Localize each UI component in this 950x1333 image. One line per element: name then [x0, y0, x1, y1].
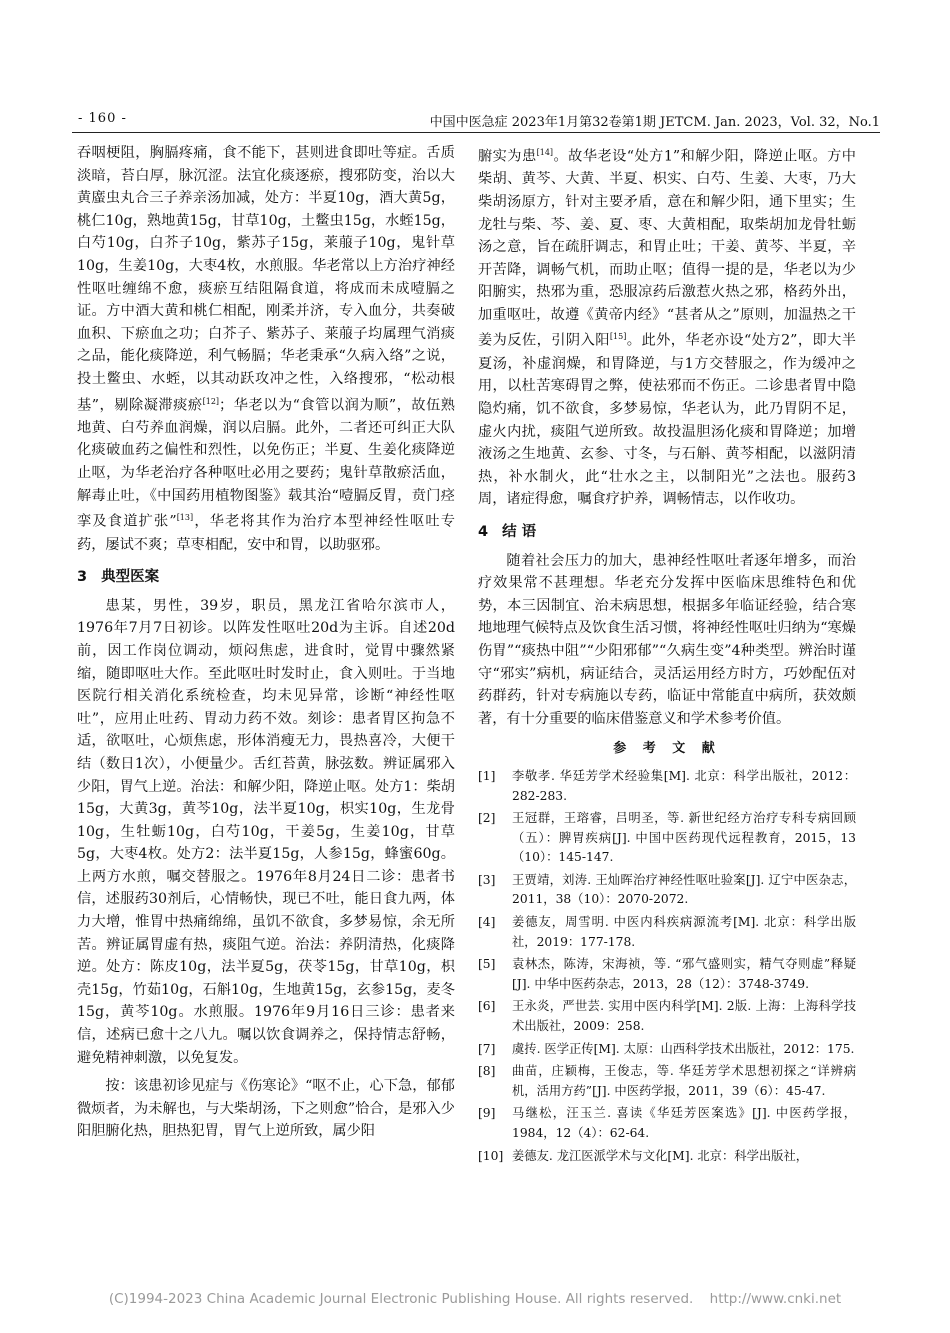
paragraph-case-commentary: 按：该患初诊见症与《伤寒论》“呕不止，心下急，郁郁微烦者，为未解也，与大柴胡汤，下之则愈”恰合，是邪入少阳胆腑化热，胆热犯胃，胃气上逆所致，属少阳 [77, 1078, 455, 1140]
citation-15[interactable]: [15] [609, 332, 627, 342]
reference-number: [7] [478, 1041, 496, 1056]
reference-item [478, 1104, 856, 1143]
section-heading-4: 4 结 语 [478, 523, 537, 540]
reference-list [478, 767, 856, 1166]
references-heading: 参 考 文 献 [613, 741, 721, 757]
section-heading-3: 3 典型医案 [77, 569, 160, 586]
paragraph-commentary-continued: 腑实为患[14]。故华老设“处方1”和解少阳，降逆止呕。方中柴胡、黄芩、大黄、半夏、枳实、白芍、生姜、大枣，乃大柴胡汤原方，针对主要矛盾，意在和解少阳，通下里实；生龙牡与柴、芩、姜、夏、枣、大黄相配，取柴胡加龙骨牡蛎汤之意，旨在疏肝调志，和胃止吐；干姜、黄芩、半夏，辛开苦降，调畅气机，而助止呕；值得一提的是，华老以为少阳腑实，热邪为重，恐服凉药后激惹火热之邪，格药外出，加重呕吐，故遵《黄帝内经》“甚者从之”原则，加温热之干姜为反佐，引阴入阳[15]。此外，华老亦设“处方2”，即大半夏汤，补虚润燥，和胃降逆，与1方交替服之，作为缓冲之用，以杜苦寒碍胃之弊，使祛邪而不伤正。二诊患者胃中隐隐灼痛，饥不欲食，多梦易惊，华老认为，此乃胃阴不足，虚火内扰，痰阻气逆所致。故投温胆汤化痰和胃降逆；加增液汤之生地黄、玄参、寸冬，与石斛、黄芩相配，以滋阴清热，补水制火，此“壮水之主，以制阳光”之法也。服药3周，诸症得愈，嘱食疗护养，调畅情志，以作收功。 [478, 148, 856, 508]
copyright-text: (C)1994-2023 China Academic Journal Electronic Publishing House. All rights reserved. [108, 1291, 694, 1307]
reference-item [478, 1147, 856, 1167]
paragraph-conclusion: 随着社会压力的加大，患神经性呕吐者逐年增多，而治疗效果常不甚理想。华老充分发挥中医临床思维特色和优势，本三因制宜、治未病思想，根据多年临证经验，结合寒地地理气候特点及饮食生活习惯，将神经性呕吐归纳为“寒燥伤胃”“痰热中阻”“少阳邪郁”“久病生变”4种类型。辨治时谨守“邪实”病机，病证结合，灵活运用经方时方，巧妙配伍对药群药，针对专病施以专药，临证中常能直中病所，获效颇著，有十分重要的临床借鉴意义和学术参考价值。 [478, 552, 856, 727]
reference-item [478, 767, 856, 806]
reference-text: 曲苗，庄颖梅，王俊志，等. 华廷芳学术思想初探之“详辨病机，活用方药”[J]. 中医药学报，2011，39（6）：45-47. [512, 1064, 856, 1098]
reference-text: 姜德友，周雪明. 中医内科疾病源流考[M]. 北京：科学出版社，2019：177-178. [512, 915, 856, 949]
reference-text: 姜德友. 龙江医派学术与文化[M]. 北京：科学出版社， [512, 1148, 809, 1163]
citation-14[interactable]: [14] [536, 148, 554, 157]
reference-number: [5] [478, 957, 496, 972]
reference-number: [10] [478, 1148, 504, 1163]
reference-item [478, 913, 856, 952]
cnki-url[interactable]: http://www.cnki.net [709, 1291, 842, 1307]
reference-item [478, 1062, 856, 1101]
reference-number: [8] [478, 1064, 496, 1079]
reference-text: 袁林杰，陈涛，宋海祯，等. “邪气盛则实，精气夺则虚”释疑[J]. 中华中医药杂志，2013，28（12）：3748-3749. [512, 957, 856, 991]
reference-item [478, 1040, 856, 1060]
left-column [77, 142, 455, 1143]
reference-number: [3] [478, 872, 496, 887]
copyright-footer [0, 1291, 950, 1307]
reference-item [478, 871, 856, 910]
reference-number: [2] [478, 811, 496, 826]
reference-text: 虞抟. 医学正传[M]. 太原：山西科学技术出版社，2012：175. [512, 1041, 855, 1056]
reference-text: 王冠群，王瑢睿，吕明圣，等. 新世纪经方治疗专科专病回顾（五）：脾胃疾病[J]. 中国中医药现代远程教育，2015，13（10）：145-147. [512, 811, 856, 865]
reference-item [478, 955, 856, 994]
citation-13[interactable]: [13] [176, 513, 194, 523]
reference-text: 王永炎，严世芸. 实用中医内科学[M]. 2版. 上海：上海科学技术出版社，2009：258. [512, 999, 856, 1034]
reference-number: [6] [478, 999, 496, 1014]
reference-number: [9] [478, 1106, 496, 1121]
reference-item [478, 809, 856, 868]
running-header [72, 108, 880, 133]
right-column [478, 142, 856, 1169]
reference-number: [1] [478, 768, 496, 783]
reference-text: 李敬孝. 华廷芳学术经验集[M]. 北京：科学出版社，2012：282-283. [512, 768, 856, 803]
reference-number: [4] [478, 915, 496, 930]
journal-citation: 中国中医急症 2023年1月第32卷第1期 JETCM. Jan. 2023，Vol. 32，No.1 [429, 115, 880, 130]
reference-text: 马继松，汪玉兰. 喜读《华廷芳医案选》[J]. 中医药学报，1984，12（4）：62-64. [512, 1106, 856, 1140]
reference-text: 王贾靖，刘涛. 王灿晖治疗神经性呕吐验案[J]. 辽宁中医杂志，2011，38（10）：2070-2072. [512, 872, 856, 907]
page-number: - 160 - [78, 111, 127, 126]
citation-12[interactable]: [12] [202, 396, 220, 406]
paragraph-formula-analysis: 吞咽梗阻，胸膈疼痛，食不能下，甚则进食即吐等症。舌质淡暗，苔白厚，脉沉涩。法宜化痰逐瘀，搜邪防变，治以大黄䗪虫丸合三子养亲汤加减，处方：半夏10g，酒大黄5g，桃仁10g，熟地黄15g，甘草10g，土鳖虫15g，水蛭15g，白芍10g，白芥子10g，紫苏子15g，莱菔子10g，鬼针草10g，生姜10g，大枣4枚，水煎服。华老常以上方治疗神经性呕吐缠绵不愈，痰瘀互结阻隔食道，将成而未成噎膈之证。方中酒大黄和桃仁相配，刚柔并济，专入血分，共奏破血积、下瘀血之功；白芥子、紫苏子、莱菔子均属理气消痰之品，能化痰降逆，利气畅膈；华老秉承“久病入络”之说，投土鳖虫、水蛭，以其动跃攻冲之性，入络搜邪，“松动根基”，剔除凝滞痰瘀[12]；华老以为“食管以润为顺”，故伍熟地黄、白芍养血润燥，润以启膈。此外，二者还可纠正大队化痰破血药之偏性和烈性，以免伤正；半夏、生姜化痰降逆止呕，为华老治疗各种呕吐必用之要药；鬼针草散瘀活血，解毒止吐，《中国药用植物图鉴》载其治“噎膈反胃，贲门痉挛及食道扩张”[13]，华老将其作为治疗本型神经性呕吐专药，屡试不爽；草枣相配，安中和胃，以助驱邪。 [77, 145, 455, 553]
reference-item [478, 997, 856, 1036]
paragraph-case-report: 患某，男性，39岁，职员，黑龙江省哈尔滨市人，1976年7月7日初诊。以阵发性呕吐20d为主诉。自述20d前，因工作岗位调动，烦闷焦虑，进食时，觉胃中骤然紧缩，随即呕吐大作。至此呕吐时发时止，食入则吐。于当地医院行相关消化系统检查，均未见异常，诊断“神经性呕吐”，应用止吐药、胃动力药不效。刻诊：患者胃区拘急不适，欲呕吐，心烦焦虑，形体消瘦无力，畏热喜冷，大便干结（数日1次），小便量少。舌红苔黄，脉弦数。辨证属邪入少阳，胃气上逆。治法：和解少阳，降逆止呕。处方1：柴胡15g，大黄3g，黄芩10g，法半夏10g，枳实10g，生龙骨10g，生牡蛎10g，白芍10g，干姜5g，生姜10g，甘草5g，大枣4枚。处方2：法半夏15g，人参15g，蜂蜜60g。上两方水煎，嘱交替服之。1976年8月24日二诊：患者书信，述服药30剂后，心情畅快，现已不吐，能日食九两，体力大增，惟胃中热痛绵绵，虽饥不欲食，多梦易惊，余无所苦。辨证属胃虚有热，痰阻气逆。治法：养阴清热，化痰降逆。处方：陈皮10g，法半夏5g，茯苓15g，甘草10g，枳壳15g，竹茹10g，石斛10g，生地黄15g，玄参15g，麦冬15g，黄芩10g。水煎服。1976年9月16日三诊：患者来信，述病已愈十之八九。嘱以饮食调养之，保持情志舒畅，避免精神刺激，以免复发。 [77, 597, 455, 1066]
